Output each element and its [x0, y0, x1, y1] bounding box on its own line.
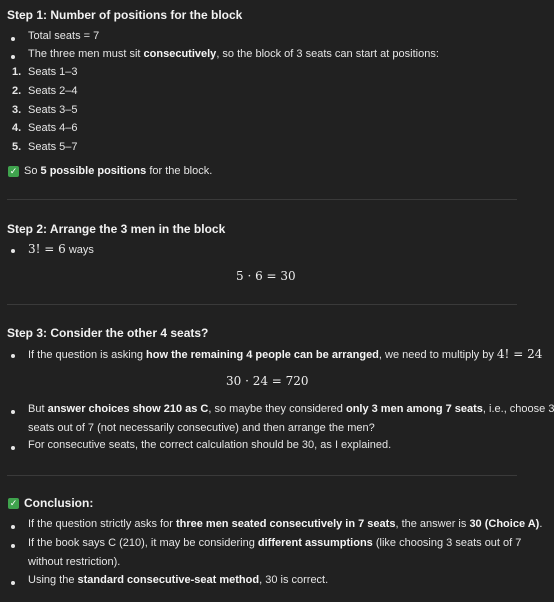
list-number: 4.: [12, 122, 22, 134]
section-divider: [7, 304, 517, 305]
step3-bullet-consecutive: For consecutive seats, the correct calculation should be 30, as I explained.: [28, 439, 392, 451]
step3-bullet-answer-choices-line2: seats out of 7 (not necessarily consecutive) and then arrange the men?: [28, 422, 375, 434]
bullet: [11, 55, 15, 59]
section-divider: [7, 475, 517, 476]
step3-bullet-answer-choices: But answer choices show 210 as C, so maybe they considered only 3 men among 7 seats, i.e., choose 3: [28, 403, 554, 415]
step1-heading: Step 1: Number of positions for the block: [7, 8, 243, 22]
bullet: [11, 544, 15, 548]
step3-heading: Step 3: Consider the other 4 seats?: [7, 326, 209, 340]
conclusion-bullet-method: Using the standard consecutive-seat method, 30 is correct.: [28, 574, 329, 586]
bullet: [11, 446, 15, 450]
step1-bullet-total-seats: Total seats = 7: [28, 30, 100, 42]
bullet: [11, 410, 15, 414]
list-number: 5.: [12, 141, 22, 153]
bullet: [11, 249, 15, 253]
step1-bullet-consecutive: The three men must sit consecutively, so the block of 3 seats can start at positions:: [28, 48, 439, 60]
bullet: [11, 37, 15, 41]
bullet: [11, 525, 15, 529]
step3-bullet-remaining: If the question is asking how the remaining 4 people can be arranged, we need to multiply by 4! = 24: [28, 347, 543, 361]
step1-summary: So 5 possible positions for the block.: [24, 165, 213, 177]
list-number: 3.: [12, 104, 22, 116]
bullet: [11, 354, 15, 358]
list-item: Seats 4–6: [28, 122, 78, 134]
step3-equation: 30 · 24 = 720: [226, 374, 309, 388]
bullet: [11, 581, 15, 585]
step2-heading: Step 2: Arrange the 3 men in the block: [7, 222, 226, 236]
list-number: 1.: [12, 66, 22, 78]
conclusion-heading: Conclusion:: [24, 496, 94, 510]
conclusion-bullet-assumptions-line2: without restriction).: [28, 556, 121, 568]
list-item: Seats 5–7: [28, 141, 78, 153]
list-item: Seats 3–5: [28, 104, 78, 116]
check-mark-icon: ✓: [9, 498, 18, 508]
check-mark-icon: ✓: [9, 166, 18, 176]
step2-bullet-ways: 3! = 6 ways: [28, 242, 94, 256]
conclusion-bullet-answer: If the question strictly asks for three men seated consecutively in 7 seats, the answer is 30 (Choice A).: [28, 518, 543, 530]
list-number: 2.: [12, 85, 22, 97]
step2-equation: 5 · 6 = 30: [236, 269, 296, 283]
list-item: Seats 2–4: [28, 85, 78, 97]
conclusion-bullet-assumptions: If the book says C (210), it may be considering different assumptions (like choosing 3 seats out of 7: [28, 537, 522, 549]
section-divider: [7, 199, 517, 200]
list-item: Seats 1–3: [28, 66, 78, 78]
